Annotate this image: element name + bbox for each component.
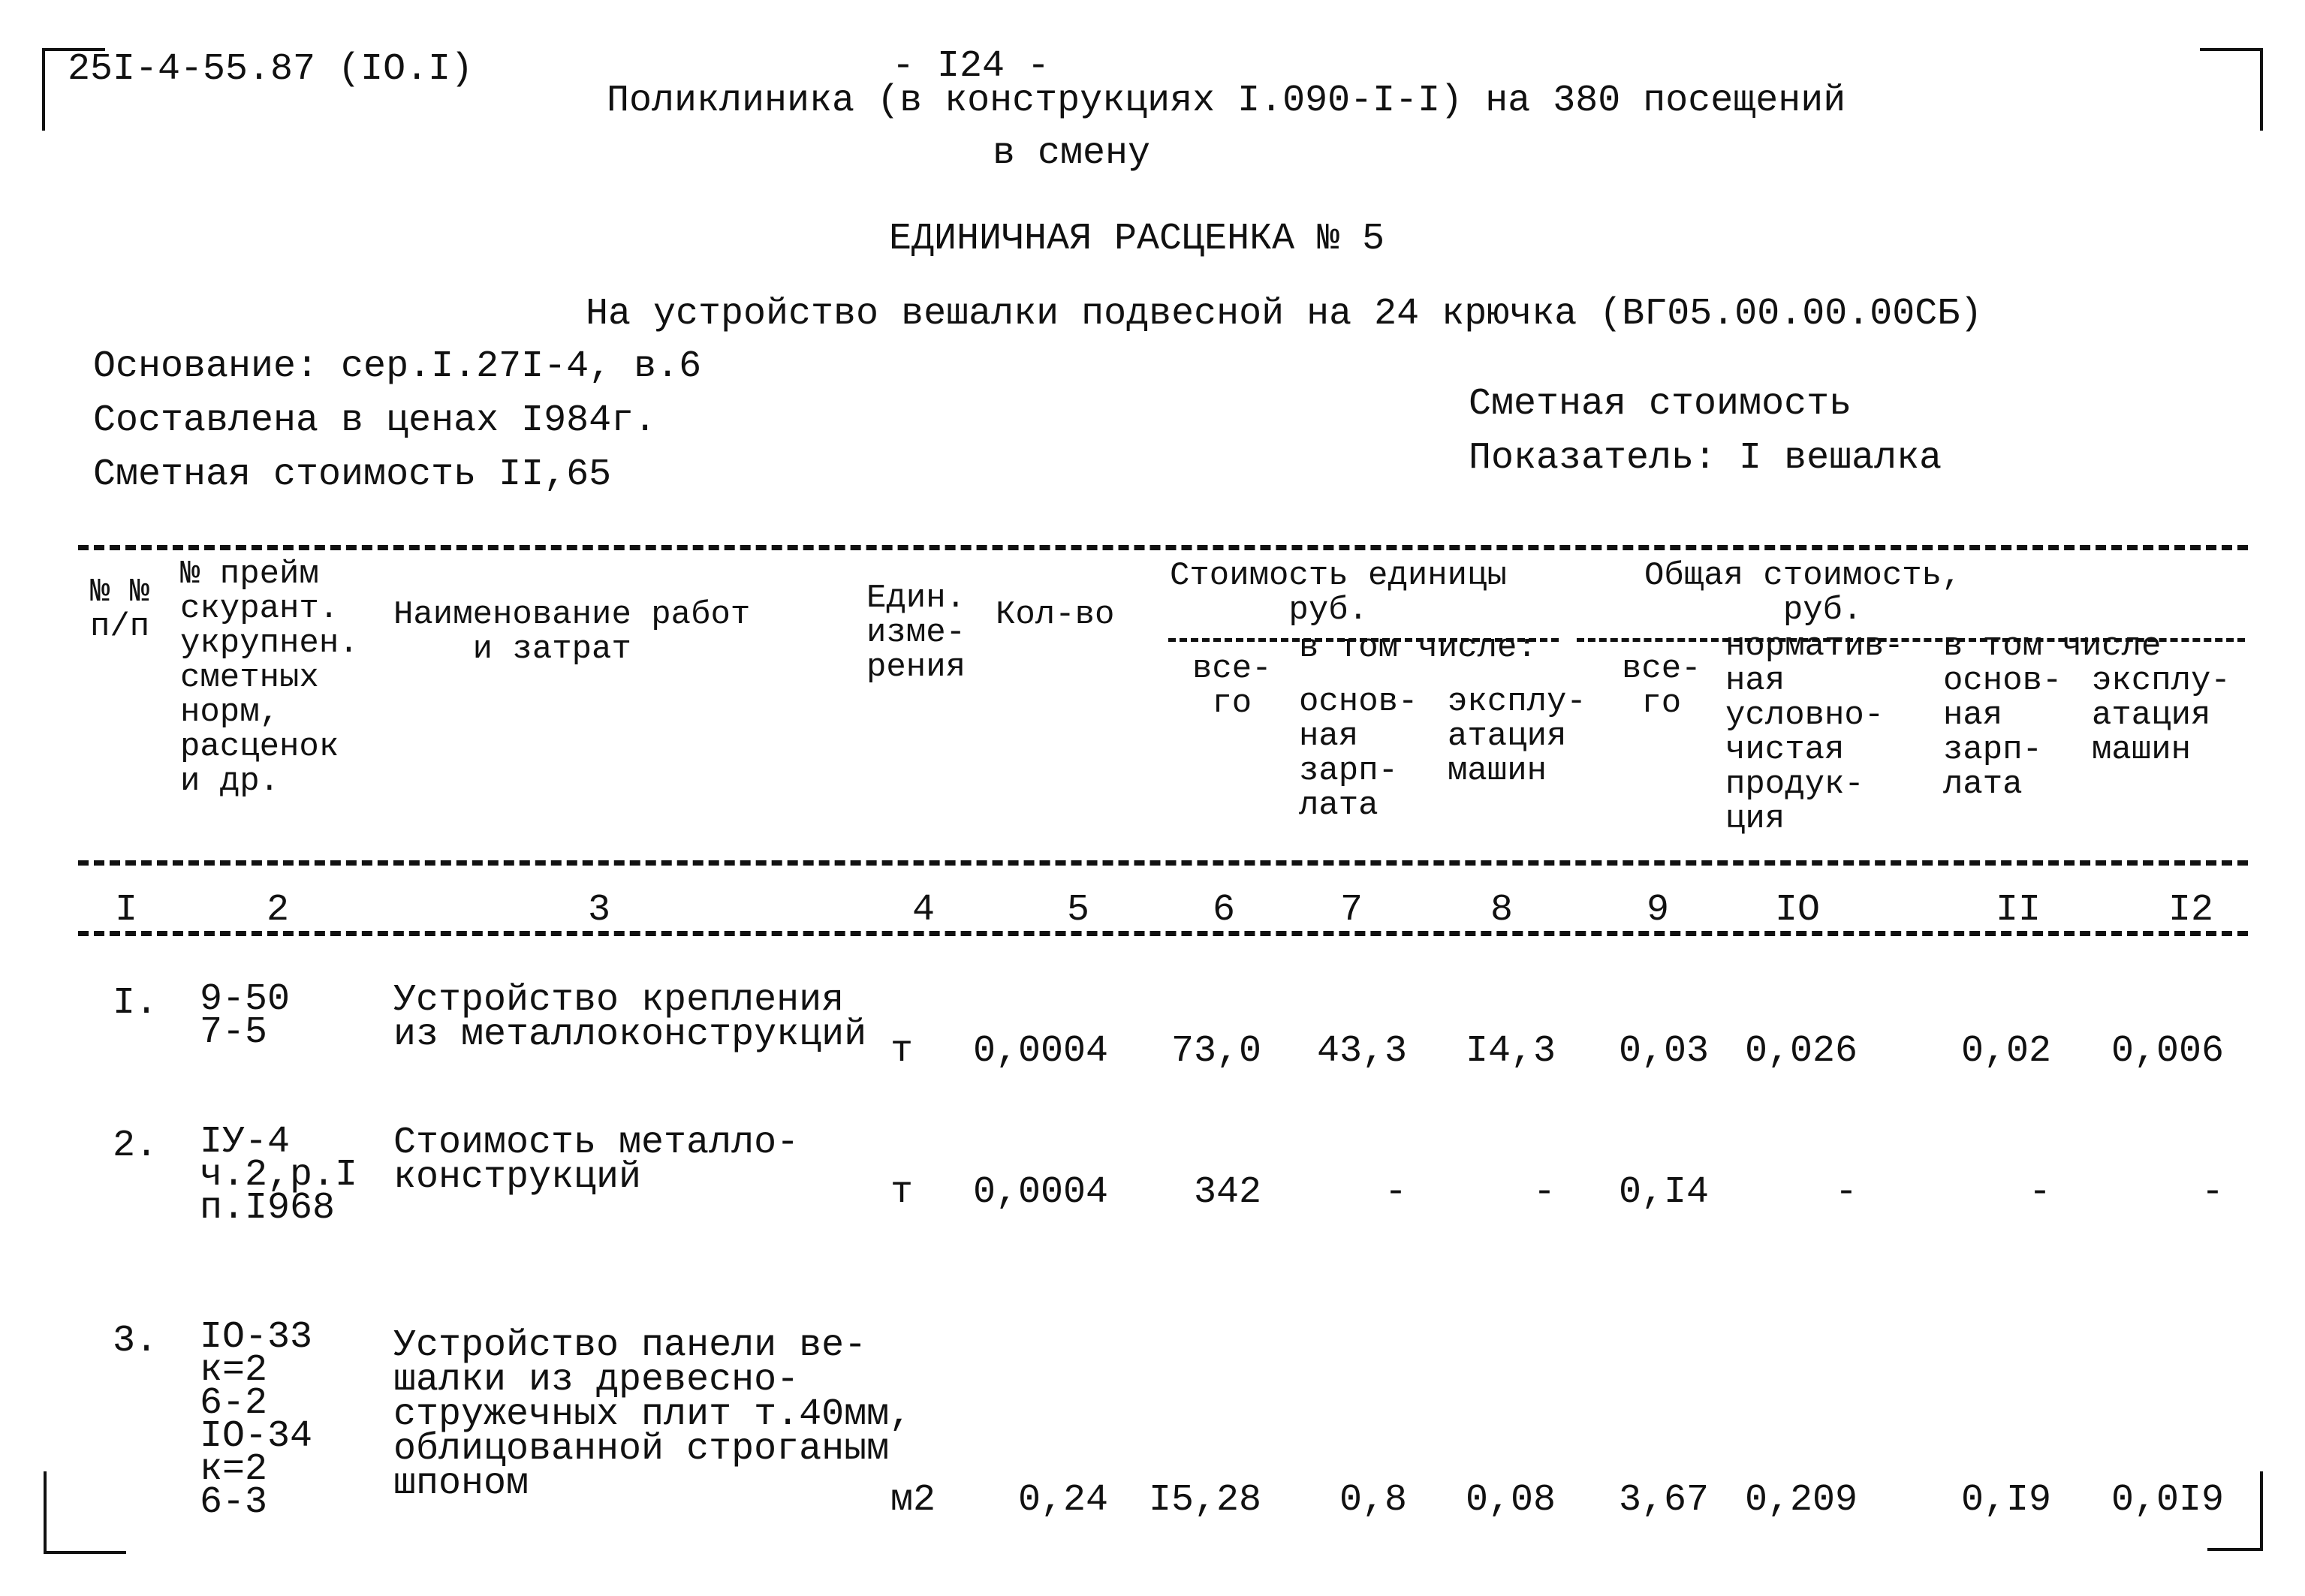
- col-header-unit-cost: Стоимость единицы руб.: [1170, 557, 1507, 629]
- col-header-num: № № п/п: [90, 574, 150, 646]
- rate-subject: На устройство вешалки подвесной на 24 крючка (ВГ05.00.00.00СБ): [586, 293, 1983, 336]
- right-cost-label: Сметная стоимость: [1469, 383, 1852, 426]
- col-header-name: Наименование работ и затрат: [393, 596, 751, 668]
- col-header-machines: эксплу- атация машин: [1448, 683, 1586, 790]
- row-qty-value: 0,24: [1017, 1479, 1108, 1522]
- row-unit: т: [890, 1171, 914, 1214]
- frame-bottom-right-h: [2207, 1548, 2263, 1551]
- column-number: I2: [2168, 889, 2213, 932]
- row-qty-value: 0,0004: [972, 1171, 1108, 1214]
- col-header-unit: Един. изме- рения: [866, 580, 966, 686]
- indicator-label: Показатель: I вешалка: [1469, 437, 1942, 480]
- row-machines-value: 0,0I9: [2111, 1479, 2224, 1522]
- row-qty-value: 0,0004: [972, 1030, 1108, 1073]
- row-salary-value: -: [2028, 1171, 2051, 1214]
- column-number: 3: [587, 889, 610, 932]
- column-number: II: [1995, 889, 2041, 932]
- estimated-cost-text: Сметная стоимость II,65: [93, 453, 612, 496]
- row-work-name: Устройство панели ве- шалки из древесно- стружечных плит т.40мм, облицованной строганым шпоном: [393, 1324, 912, 1505]
- row-machines-value: 0,08: [1465, 1479, 1556, 1522]
- col-header-ref: № прейм скурант. укрупнен. сметных норм, расценок и др.: [180, 556, 359, 800]
- row-total-value: 0,I4: [1618, 1171, 1709, 1214]
- row-salary-value: 0,I9: [1960, 1479, 2051, 1522]
- table-top-separator: [78, 545, 2248, 550]
- column-numbers-separator: [78, 931, 2248, 936]
- row-normative-value: -: [1834, 1171, 1858, 1214]
- basis-text: Основание: сер.I.27I-4, в.6: [93, 345, 702, 388]
- column-number: 5: [1066, 889, 1089, 932]
- frame-bottom-right-v: [2260, 1471, 2263, 1551]
- row-total-value: 0,03: [1618, 1030, 1709, 1073]
- rate-heading: ЕДИНИЧНАЯ РАСЦЕНКА № 5: [889, 218, 1385, 260]
- row-total-value: 342: [1193, 1171, 1261, 1214]
- col-header-total: все- го: [1192, 650, 1272, 722]
- row-salary-value: -: [1384, 1171, 1407, 1214]
- row-total-value: I5,28: [1148, 1479, 1261, 1522]
- frame-bottom-left-h: [44, 1551, 126, 1554]
- row-unit: т: [890, 1030, 914, 1073]
- column-number: 2: [266, 889, 289, 932]
- frame-top-right-v: [2260, 48, 2263, 131]
- column-number: 9: [1646, 889, 1669, 932]
- column-number: I: [114, 889, 137, 932]
- document-code: 25I-4-55.87 (IO.I): [68, 48, 474, 91]
- row-reference: 9-50 7-5: [200, 978, 291, 1054]
- col-header-general-cost: Общая стоимость, руб.: [1644, 557, 1962, 629]
- document-title: Поликлиника (в конструкциях I.090-I-I) на 380 посещений: [607, 80, 1846, 122]
- row-unit: м2: [890, 1479, 936, 1522]
- col-header-in-that-number2: в том числе: [1943, 628, 2162, 665]
- row-work-name: Устройство крепления из металлоконструкций: [393, 979, 867, 1056]
- row-total-value: 73,0: [1171, 1030, 1261, 1073]
- row-reference: IO-33 к=2 6-2 IO-34 к=2 6-3: [200, 1316, 313, 1524]
- price-level-text: Составлена в ценах I984г.: [93, 399, 657, 442]
- row-machines-value: 0,006: [2111, 1030, 2224, 1073]
- frame-top-left-v: [42, 48, 45, 131]
- col-header-base-salary: основ- ная зарп- лата: [1299, 683, 1418, 824]
- row-machines-value: -: [2201, 1171, 2224, 1214]
- col-header-normative: норматив- ная условно- чистая продук- ция: [1725, 628, 1904, 838]
- column-number: 8: [1490, 889, 1513, 932]
- col-header-qty: Кол-во: [996, 596, 1115, 634]
- col-header-total2: все- го: [1622, 650, 1701, 722]
- col-header-machines2: эксплу- атация машин: [2092, 662, 2231, 769]
- row-work-name: Стоимость металло- конструкций: [393, 1122, 800, 1199]
- row-number: I.: [113, 982, 158, 1025]
- col-header-in-that-number: в том числе:: [1299, 629, 1537, 667]
- column-number: 6: [1212, 889, 1235, 932]
- row-total-value: 3,67: [1618, 1479, 1709, 1522]
- column-number: 7: [1339, 889, 1363, 932]
- row-salary-value: 0,02: [1960, 1030, 2051, 1073]
- row-normative-value: 0,026: [1744, 1030, 1858, 1073]
- row-normative-value: 0,209: [1744, 1479, 1858, 1522]
- frame-bottom-left-v: [44, 1471, 47, 1554]
- header-bottom-separator: [78, 860, 2248, 866]
- row-number: 2.: [113, 1125, 158, 1167]
- column-number: 4: [911, 889, 935, 932]
- row-number: 3.: [113, 1320, 158, 1363]
- row-machines-value: -: [1532, 1171, 1556, 1214]
- col-header-base-salary2: основ- ная зарп- лата: [1943, 662, 2062, 803]
- row-machines-value: I4,3: [1465, 1030, 1556, 1073]
- row-reference: IУ-4 ч.2,р.I п.I968: [200, 1121, 358, 1230]
- frame-top-right-h: [2200, 48, 2263, 51]
- column-number: IO: [1774, 889, 1820, 932]
- document-title-cont: в смену: [993, 132, 1151, 175]
- row-salary-value: 0,8: [1339, 1479, 1407, 1522]
- row-salary-value: 43,3: [1316, 1030, 1407, 1073]
- page-number: - I24 -: [892, 45, 1050, 88]
